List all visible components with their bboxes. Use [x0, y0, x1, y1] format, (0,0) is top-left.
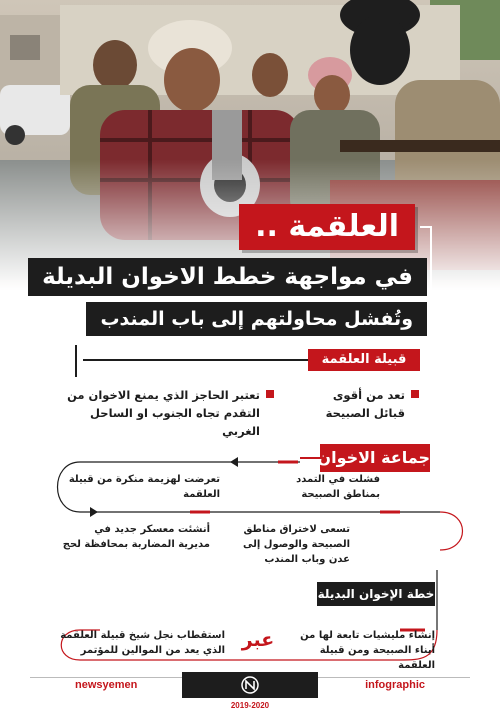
section-divider: [83, 359, 308, 361]
alqamah-point-2: [60, 386, 260, 440]
timeline-item-1: فشلت في التمدد بمناطق الصبيحة: [296, 474, 380, 500]
footer-brand: newsyemen: [75, 679, 138, 691]
timeline-item-4: أنشئت معسكر جديد في مديرية المضاربة بمحافظة لحج: [62, 524, 210, 550]
alqamah-point-1: [315, 386, 405, 422]
section-header-alqamah: قبيلة العلقمة: [308, 349, 420, 371]
section-header-plan: خطة الإخوان البديلة: [317, 582, 435, 606]
bullet-square-icon: [266, 390, 274, 398]
plan-via-label: عبر: [241, 629, 275, 651]
section-header-ikhwan: جماعة الاخوان: [320, 444, 430, 472]
page-title: العلقمة ..: [239, 204, 415, 250]
plan-step-1: إنشاء مليشيات تابعة لها من أبناء الصبيحة ومن قبيلة العلقمة: [300, 630, 435, 671]
page-subtitle-1: في مواجهة خطط الاخوان البديلة: [28, 258, 427, 296]
plan-step-2: استقطاب نجل شيخ قبيلة العلقمة الذي يعد من الموالين للمؤتمر: [60, 630, 225, 656]
footer-years: 2019-2020: [230, 701, 270, 710]
newsyemen-logo-icon: [240, 675, 260, 695]
timeline-item-3: تسعى لاختراق مناطق الصبيحة والوصول إلى عدن وباب المندب: [242, 524, 350, 565]
alqamah-point-2-text: تعتبر الحاجز الذي يمنع الاخوان من التقدم تجاه الجنوب او الساحل الغربي: [67, 388, 260, 438]
section-divider-vertical: [75, 345, 77, 377]
bullet-square-icon: [411, 390, 419, 398]
timeline-item-2: تعرضت لهزيمة منكرة من قبيلة العلقمة: [68, 474, 220, 500]
alqamah-point-1-text: تعد من أقوى قبائل الصبيحة: [325, 388, 405, 420]
footer-logo-box: [182, 672, 318, 698]
footer-type-label: infographic: [365, 679, 425, 691]
page-subtitle-2: وتُفشل محاولتهم إلى باب المندب: [86, 302, 427, 336]
